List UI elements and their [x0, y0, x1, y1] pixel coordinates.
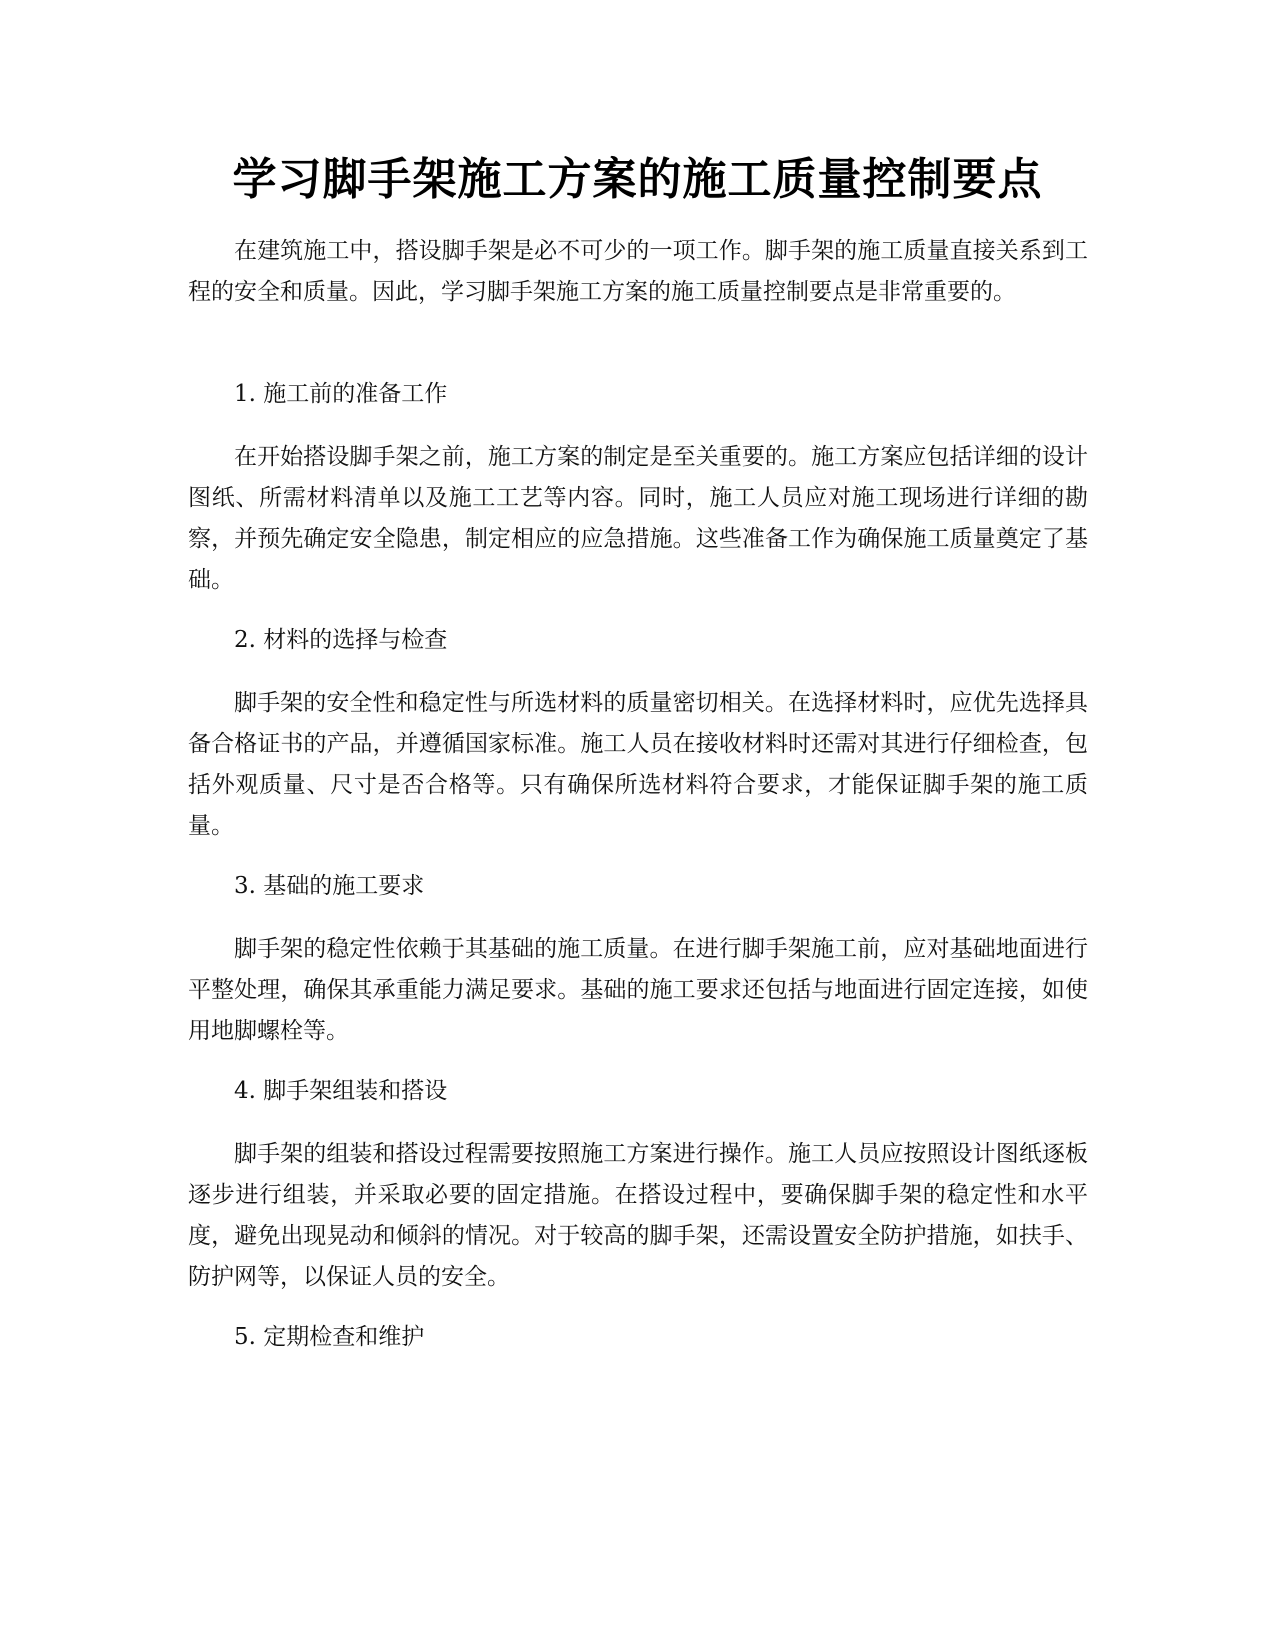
section-paragraph-2: 脚手架的安全性和稳定性与所选材料的质量密切相关。在选择材料时，应优先选择具备合格证书的产品，并遵循国家标准。施工人员在接收材料时还需对其进行仔细检查，包括外观质量、尺寸是否合格等。只有确保所选材料符合要求，才能保证脚手架的施工质量。 — [188, 690, 1088, 839]
section-paragraph-1: 在开始搭设脚手架之前，施工方案的制定是至关重要的。施工方案应包括详细的设计图纸、所需材料清单以及施工工艺等内容。同时，施工人员应对施工现场进行详细的勘察，并预先确定安全隐患，制定相应的应急措施。这些准备工作为确保施工质量奠定了基础。 — [188, 444, 1088, 593]
section-heading-4: 4. 脚手架组装和搭设 — [234, 1078, 448, 1104]
section-heading-5: 5. 定期检查和维护 — [234, 1324, 425, 1350]
section-heading-3: 3. 基础的施工要求 — [234, 873, 425, 899]
document-title: 学习脚手架施工方案的施工质量控制要点 — [232, 154, 1043, 205]
section-heading-1: 1. 施工前的准备工作 — [234, 381, 448, 407]
section-paragraph-4: 脚手架的组装和搭设过程需要按照施工方案进行操作。施工人员应按照设计图纸逐板逐步进行组装，并采取必要的固定措施。在搭设过程中，要确保脚手架的稳定性和水平度，避免出现晃动和倾斜的情况。对于较高的脚手架，还需设置安全防护措施，如扶手、防护网等，以保证人员的安全。 — [188, 1141, 1088, 1290]
section-heading-2: 2. 材料的选择与检查 — [234, 627, 448, 653]
section-paragraph-3: 脚手架的稳定性依赖于其基础的施工质量。在进行脚手架施工前，应对基础地面进行平整处理，确保其承重能力满足要求。基础的施工要求还包括与地面进行固定连接，如使用地脚螺栓等。 — [188, 936, 1088, 1044]
intro-paragraph: 在建筑施工中，搭设脚手架是必不可少的一项工作。脚手架的施工质量直接关系到工程的安全和质量。因此，学习脚手架施工方案的施工质量控制要点是非常重要的。 — [188, 238, 1088, 305]
